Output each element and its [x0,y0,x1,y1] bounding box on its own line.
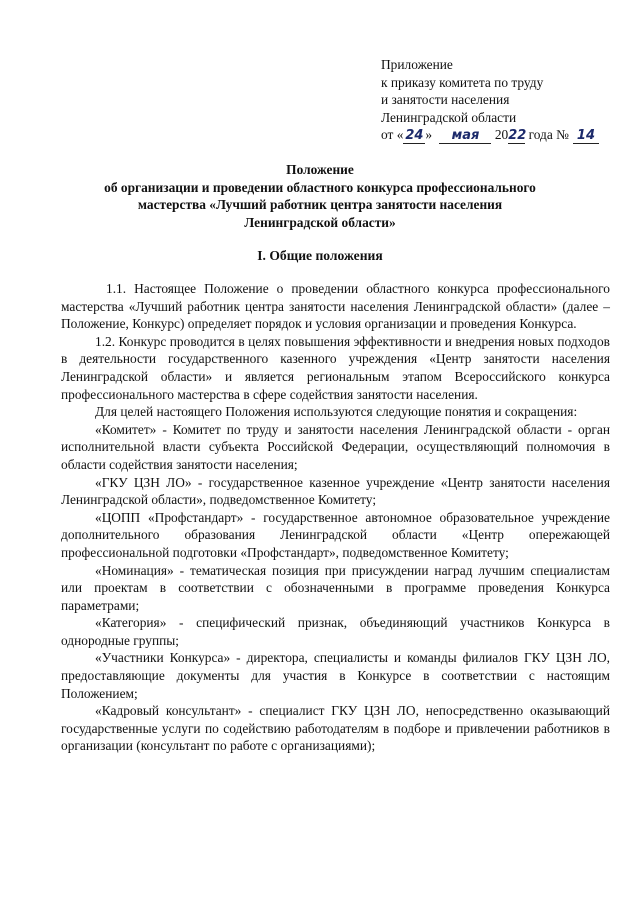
appendix-order-ref: к приказу комитета по труду [381,74,544,90]
appendix-date-line [381,126,599,144]
title-line-3: мастерства «Лучший работник центра занятости населения [137,197,503,213]
paragraph: «Номинация» - тематическая позиция при присуждении наград лучшим специалистам или проектам в соответствии с обозначенными в программе проведения Конкурса параметрами; [61,562,610,613]
paragraph: «Категория» - специфический признак, объединяющий участников Конкурса в однородные группы; [61,615,610,648]
appendix-region: Ленинградской области [381,109,517,125]
title-line-4: Ленинградской области» [244,214,396,230]
paragraph: «ГКУ ЦЗН ЛО» - государственное казенное учреждение «Центр занятости населения Ленинградской области», подведомственное Комитету; [61,474,610,508]
handwritten-year: 22 [508,128,527,144]
document-title [60,161,580,231]
appendix-header [381,56,599,144]
paragraph: Для целей настоящего Положения используются следующие понятия и сокращения: [95,404,578,420]
date-prefix: от « [381,127,404,143]
paragraph: «ЦОПП «Профстандарт» - государственное автономное образовательное учреждение дополнительного образования Ленинградской области «Центр опережающей профессиональной подготовки «Профстандарт», подведомственное Комитету; [61,509,610,560]
handwritten-number: 14 [573,129,599,144]
paragraph: «Участники Конкурса» - директора, специалисты и команды филиалов ГКУ ЦЗН ЛО, предоставляющие документы для участия в Конкурсе в соответствии с настоящим Положением; [61,650,610,701]
paragraph: «Кадровый консультант» - специалист ГКУ ЦЗН ЛО, непосредственно оказывающий государственные услуги по содействию работодателям в подборе и привлечении работников в организации (консультант по работе с организациями); [61,703,610,754]
handwritten-day: 24 [405,128,424,144]
number-label: года № [528,127,569,143]
appendix-order-ref-2: и занятости населения [381,92,510,108]
paragraph: 1.1. Настоящее Положение о проведении областного конкурса профессионального мастерства «Лучший работник центра занятости населения Ленинградской области» (далее – Положение, Конкурс) определяет порядок и условия организации и проведения Конкурса. [61,281,610,332]
paragraph: 1.2. Конкурс проводится в целях повышения эффективности и внедрения новых подходов в деятельности государственного казенного учреждения «Центр занятости населения Ленинградской области» и является региональным этапом Всероссийского конкурса профессионального мастерства в сфере содействия занятости населения. [61,333,610,402]
year-prefix: 20 [494,127,509,143]
appendix-title: Приложение [381,57,453,72]
paragraph: «Комитет» - Комитет по труду и занятости населения Ленинградской области - орган исполнительной власти субъекта Российской Федерации, осуществляющий полномочия в области содействия занятости населения; [61,421,610,472]
document-body [61,280,610,755]
handwritten-month: мая [439,129,491,144]
title-line-1: Положение [286,162,354,177]
title-line-2: об организации и проведении областного конкурса профессионального [104,179,536,195]
date-mid: » [425,127,433,143]
section-heading: I. Общие положения [257,248,383,263]
